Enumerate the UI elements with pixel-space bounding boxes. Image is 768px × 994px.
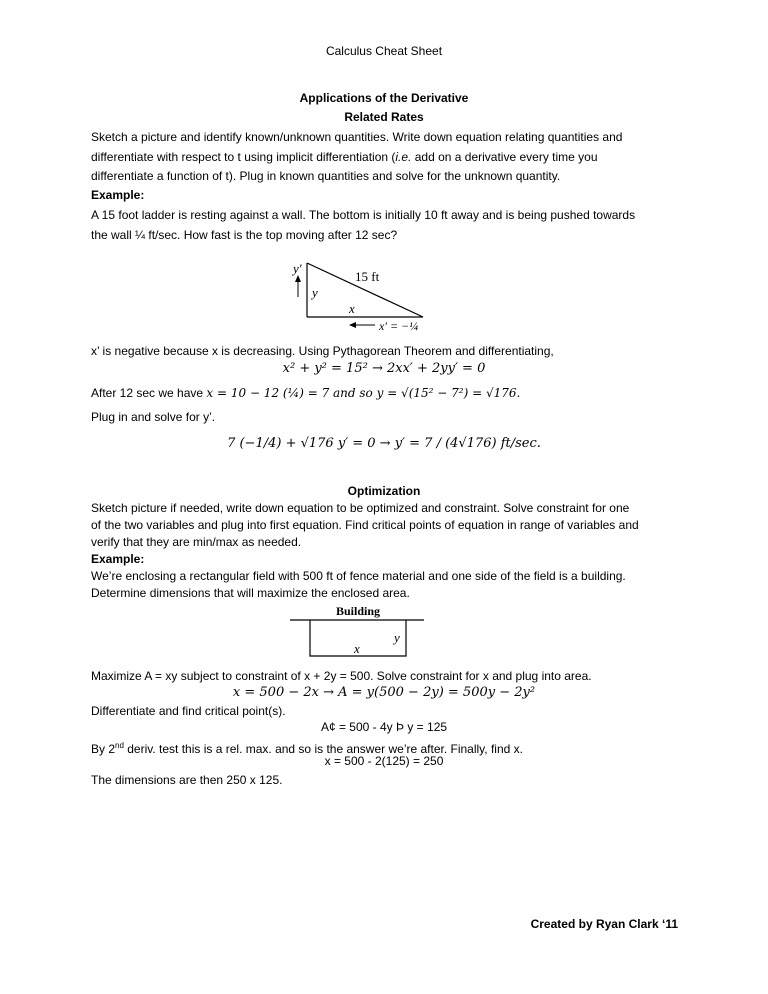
field-y-label: y <box>394 630 400 645</box>
up-arrowhead <box>295 275 301 282</box>
related-rates-heading: Related Rates <box>344 110 424 124</box>
rr-after-line <box>91 384 691 403</box>
x-rate-label: x′ = −¼ <box>379 319 419 333</box>
x-label: x <box>349 301 355 316</box>
left-arrowhead <box>349 322 356 328</box>
ladder-diagram <box>285 255 445 340</box>
opt-diff-line: Differentiate and find critical point(s). <box>91 704 286 718</box>
rr-intro-line-2 <box>91 148 691 167</box>
field-x-label: x <box>354 641 360 656</box>
opt-test-pre: By 2 <box>91 742 116 756</box>
rr-explain: x’ is negative because x is decreasing. Using Pythagorean Theorem and differentiating, <box>91 344 554 358</box>
y-label: y <box>312 285 318 300</box>
opt-intro-line-1: Sketch picture if needed, write down equation to be optimized and constraint. Solve constraint for one <box>91 501 630 515</box>
opt-example-label: Example: <box>91 552 145 566</box>
rr-intro-line-3: differentiate a function of t). Plug in known quantities and solve for the unknown quantity. <box>91 169 561 183</box>
hyp-label: 15 ft <box>355 269 380 284</box>
rr-example-line-1: A 15 foot ladder is resting against a wall. The bottom is initially 10 ft away and is being pushed towards <box>91 208 636 222</box>
building-label: Building <box>335 604 381 618</box>
footer-credit: Created by Ryan Clark ‘11 <box>530 917 678 931</box>
rr-plug-line: Plug in and solve for y’. <box>91 410 216 424</box>
rr-intro-text-b: add on a derivative every time you <box>411 150 598 164</box>
opt-equation-2: A¢ = 500 - 4y Þ y = 125 <box>320 720 448 734</box>
rr-intro-line-1: Sketch a picture and identify known/unknown quantities. Write down equation relating quantities and <box>91 130 623 144</box>
rr-equation-2: 7 (−1/4) + √176 y′ = 0 → y′ = 7 / (4√176) ft/sec. <box>227 436 541 451</box>
document-title: Calculus Cheat Sheet <box>325 44 443 58</box>
opt-test-sup: nd <box>115 741 124 750</box>
rr-after-math: x = 10 − 12 (¼) = 7 and so y = √(15² − 7²) = √176. <box>206 386 521 400</box>
opt-intro-line-2: of the two variables and plug into first equation. Find critical points of equation in range of variables and <box>91 518 639 532</box>
section-title: Applications of the Derivative <box>299 91 469 105</box>
field-diagram <box>288 602 428 660</box>
optimization-heading: Optimization <box>347 484 421 498</box>
rr-intro-text-a: differentiate with respect to t using implicit differentiation ( <box>91 150 396 164</box>
rr-example-label: Example: <box>91 188 145 202</box>
opt-test-post: deriv. test this is a rel. max. and so is the answer we’re after. Finally, find x. <box>123 742 523 756</box>
opt-example-line-1: We’re enclosing a rectangular field with 500 ft of fence material and one side of the field is a building. <box>91 569 626 583</box>
opt-intro-line-3: verify that they are min/max as needed. <box>91 535 302 549</box>
rr-example-line-2: the wall ¼ ft/sec. How fast is the top moving after 12 sec? <box>91 228 398 242</box>
opt-maximize-line: Maximize A = xy subject to constraint of x + 2y = 500. Solve constraint for x and plug into area. <box>91 669 592 683</box>
opt-equation-1: x = 500 − 2x → A = y(500 − 2y) = 500y − 2y² <box>232 685 536 700</box>
opt-conclusion: The dimensions are then 250 x 125. <box>91 773 283 787</box>
opt-example-line-2: Determine dimensions that will maximize the enclosed area. <box>91 586 410 600</box>
rr-equation-1: x² + y² = 15² → 2xx′ + 2yy′ = 0 <box>282 361 486 376</box>
y-prime-label: y′ <box>293 261 302 276</box>
opt-equation-3: x = 500 - 2(125) = 250 <box>324 754 444 768</box>
rr-intro-ie: i.e. <box>395 150 412 164</box>
rr-after-prefix: After 12 sec we have <box>91 386 207 400</box>
